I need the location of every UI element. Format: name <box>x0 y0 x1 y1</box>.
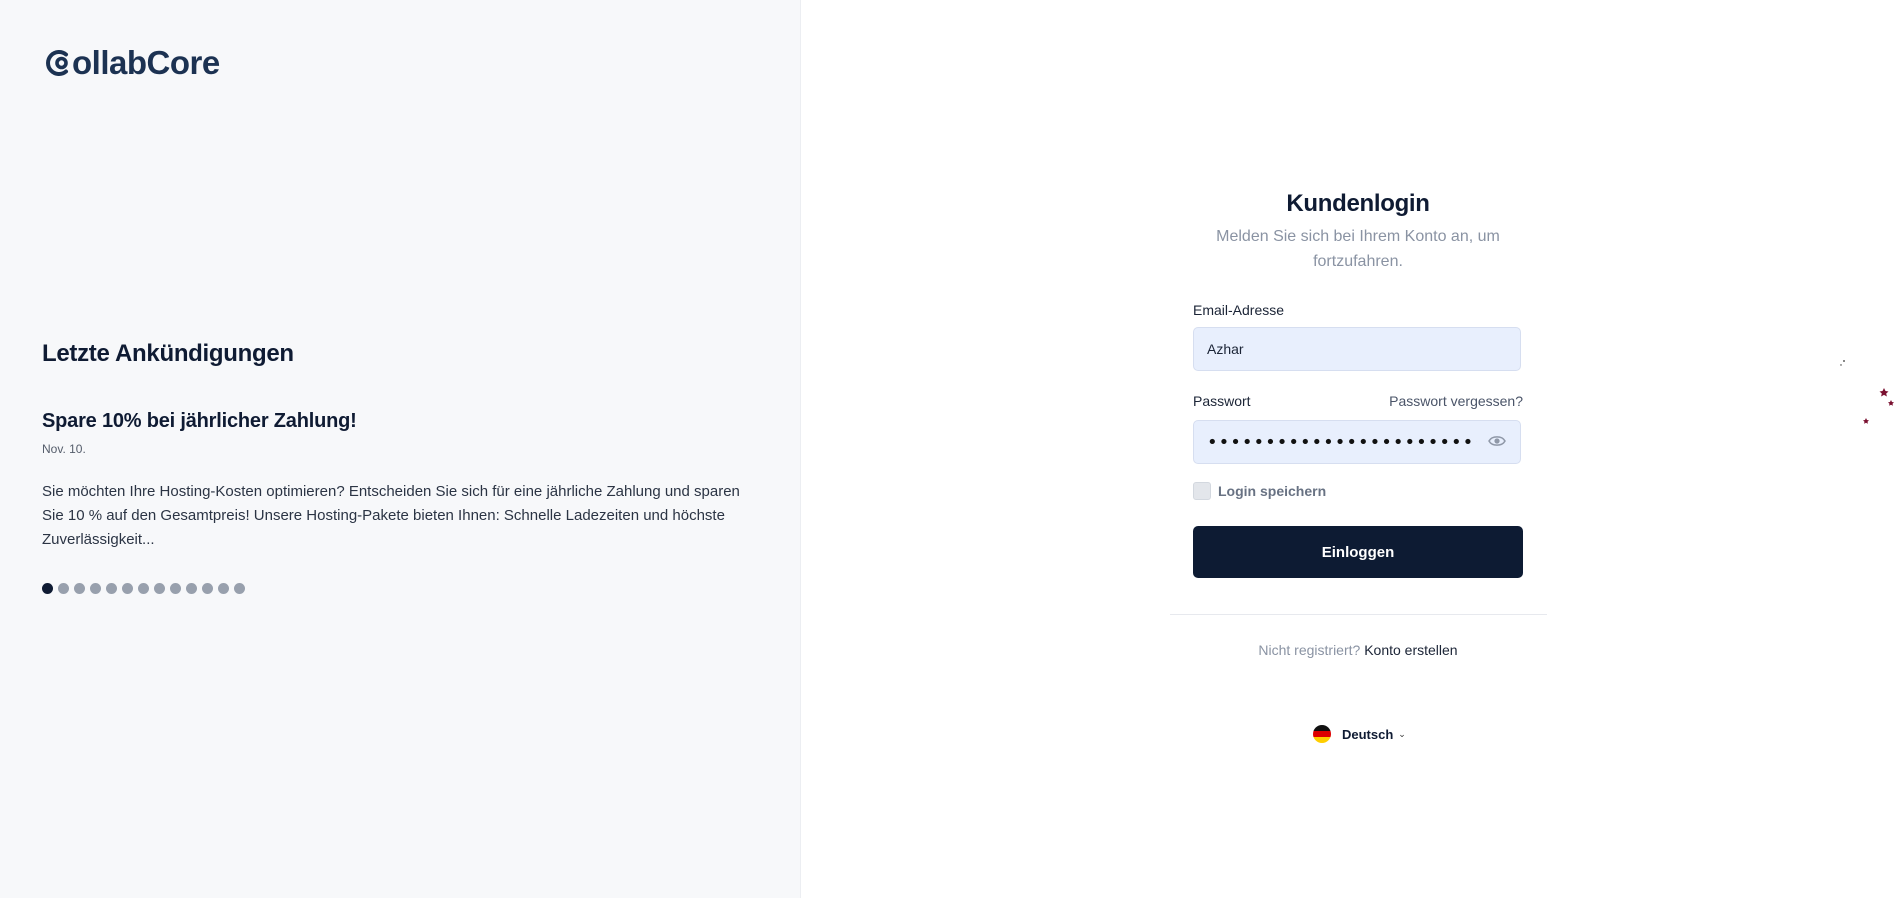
brand-logo[interactable] <box>44 44 220 82</box>
carousel-dot[interactable] <box>170 583 181 594</box>
brand-name: ollabCore <box>72 44 220 81</box>
chevron-down-icon: ⌄ <box>1398 728 1406 739</box>
remember-me <box>1193 482 1326 500</box>
divider <box>1170 614 1547 615</box>
announcement-date: Nov. 10. <box>42 442 86 456</box>
collabcore-logo-icon <box>44 48 74 78</box>
carousel-pagination <box>42 583 245 594</box>
carousel-dot[interactable] <box>186 583 197 594</box>
carousel-dot[interactable] <box>58 583 69 594</box>
carousel-dot[interactable] <box>90 583 101 594</box>
register-prompt <box>1193 642 1523 658</box>
carousel-dot[interactable] <box>138 583 149 594</box>
carousel-dot[interactable] <box>202 583 213 594</box>
login-form <box>1193 190 1523 561</box>
eye-icon[interactable] <box>1488 434 1506 453</box>
email-label: Email-Adresse <box>1193 302 1285 318</box>
email-field[interactable] <box>1193 327 1521 371</box>
password-field[interactable] <box>1194 421 1490 463</box>
language-label: Deutsch <box>1342 726 1394 742</box>
carousel-dot[interactable] <box>218 583 229 594</box>
carousel-dot[interactable] <box>122 583 133 594</box>
carousel-dot[interactable] <box>42 583 53 594</box>
announcements-heading: Letzte Ankündigungen <box>42 340 294 367</box>
carousel-dot[interactable] <box>234 583 245 594</box>
sparkle-decoration-icon <box>1836 356 1896 426</box>
page-title: Kundenlogin <box>1286 190 1430 217</box>
flag-de-icon <box>1313 725 1331 743</box>
login-button[interactable]: Einloggen <box>1193 526 1523 578</box>
password-field-wrapper <box>1193 420 1521 464</box>
language-selector[interactable] <box>1313 725 1406 743</box>
remember-me-checkbox[interactable] <box>1193 482 1211 500</box>
announcements-panel <box>0 0 801 898</box>
carousel-dot[interactable] <box>74 583 85 594</box>
carousel-dot[interactable] <box>106 583 117 594</box>
announcement-title[interactable]: Spare 10% bei jährlicher Zahlung! <box>42 410 357 432</box>
announcement-body: Sie möchten Ihre Hosting-Kosten optimieren? Entscheiden Sie sich für eine jährliche Zahlung und sparen Sie 10 % auf den Gesamtpreis! Unsere Hosting-Pakete bieten Ihnen: Schnelle Ladezeiten und höchste Zuverlässigkeit... <box>42 483 740 548</box>
carousel-dot[interactable] <box>154 583 165 594</box>
create-account-link[interactable]: Konto erstellen <box>1364 642 1458 658</box>
register-prompt-text: Nicht registriert? <box>1258 642 1361 658</box>
remember-me-label[interactable]: Login speichern <box>1218 483 1327 499</box>
forgot-password-link[interactable]: Passwort vergessen? <box>1389 393 1523 409</box>
page-subtitle: Melden Sie sich bei Ihrem Konto an, um fortzufahren. <box>1216 228 1500 270</box>
password-label: Passwort <box>1193 393 1251 409</box>
